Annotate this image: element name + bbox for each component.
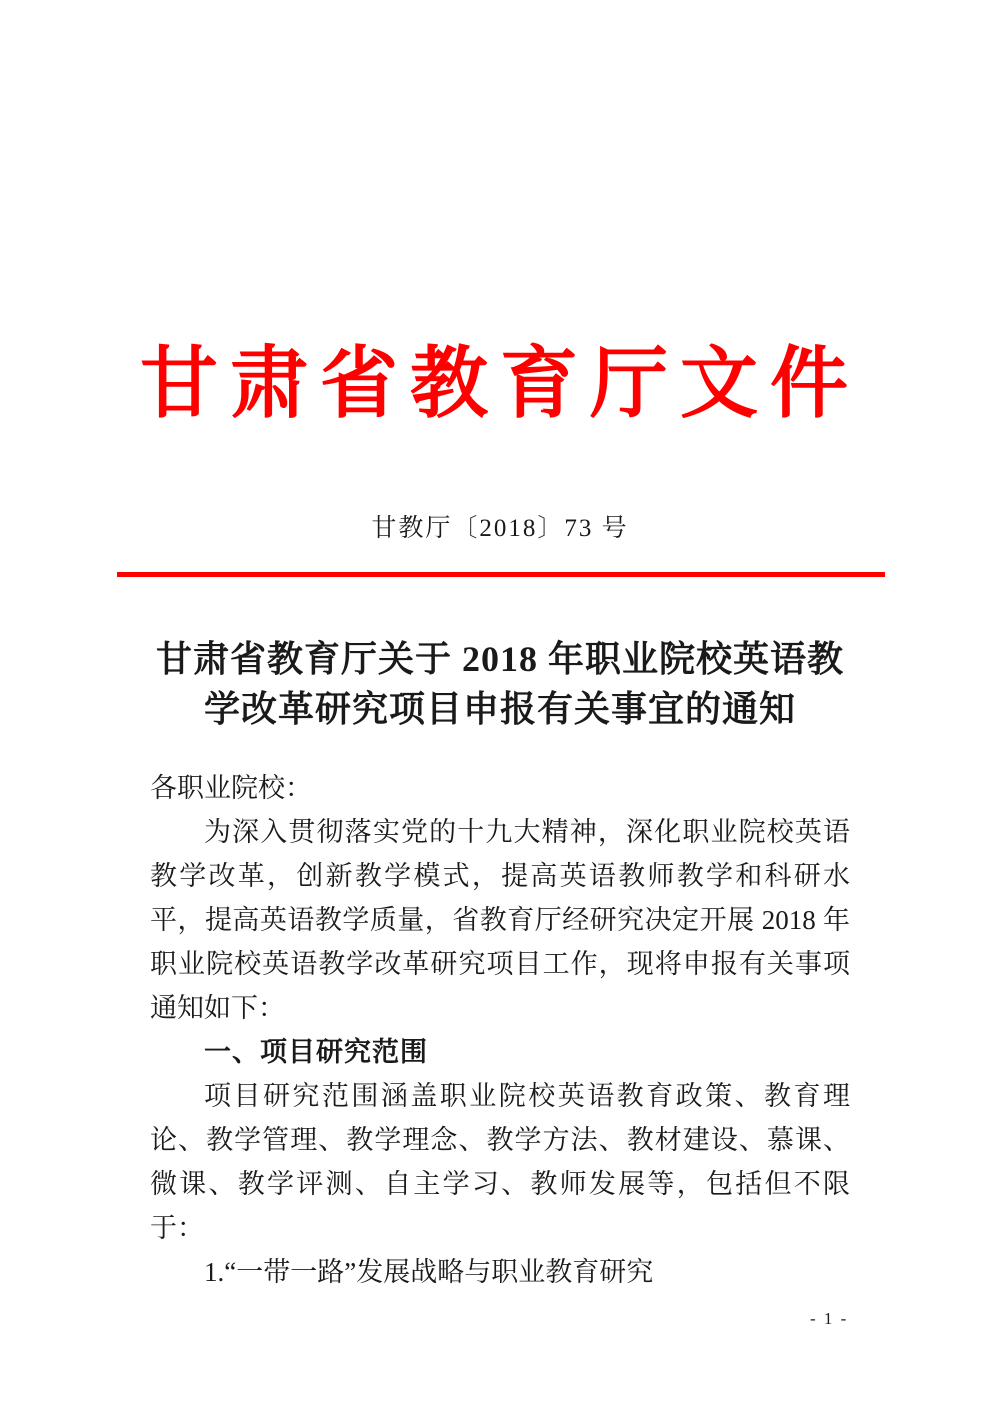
intro-paragraph: 为深入贯彻落实党的十九大精神，深化职业院校英语教学改革，创新教学模式，提高英语教师教学和科研水平，提高英语教学质量，省教育厅经研究决定开展 2018 年职业院校英语教学改革研究项目工作，现将申报有关事项通知如下： [150,817,850,1023]
research-scope-paragraph: 项目研究范围涵盖职业院校英语教育政策、教育理论、教学管理、教学理念、教学方法、教材建设、慕课、微课、教学评测、自主学习、教师发展等，包括但不限于： [150,1081,850,1243]
section-heading-research-scope: 一、项目研究范围 [204,1037,428,1067]
document-body [150,766,850,1294]
salutation: 各职业院校： [150,773,312,803]
page-number: - 1 - [810,1309,849,1328]
document-reference-number: 甘教厅〔2018〕73 号 [371,515,629,542]
document-title-line-1: 甘肃省教育厅关于 2018 年职业院校英语教 [155,639,844,679]
document-title [100,634,900,734]
document-title-line-2: 学改革研究项目申报有关事宜的通知 [203,689,796,729]
red-divider-line [117,572,885,577]
list-item-1: 1.“一带一路”发展战略与职业教育研究 [204,1257,654,1287]
letterhead-banner-title: 甘肃省教育厅文件 [139,340,860,427]
